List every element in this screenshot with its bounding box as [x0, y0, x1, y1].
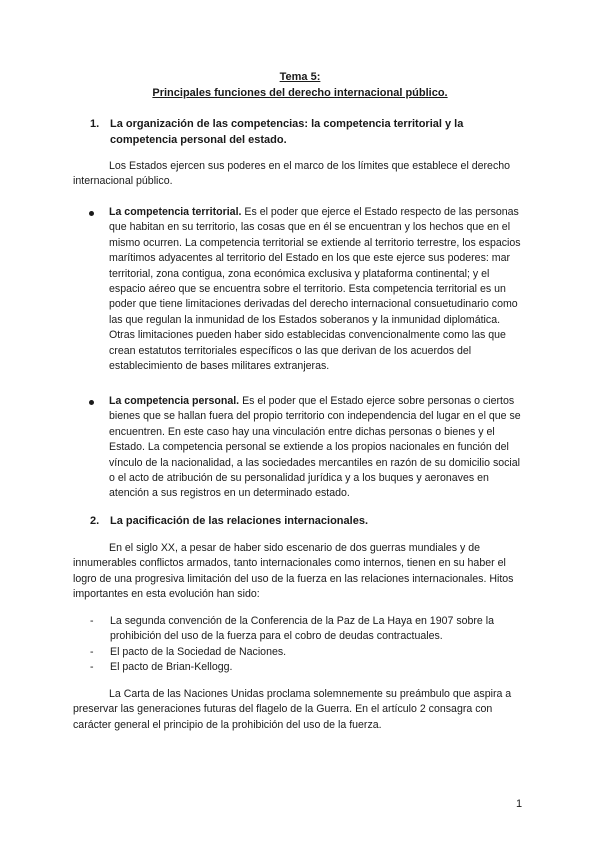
section-2-intro: En el siglo XX, a pesar de haber sido escenario de dos guerras mundiales y de innumerables conflictos armados, tanto internacionales como internos, tienen en su haber el logro de una progresiva limitación del uso de la fuerza en las relaciones internacionales. Hitos importantes en esta evolución han sido: [73, 542, 514, 601]
list-item: - El pacto de la Sociedad de Naciones. [90, 645, 522, 660]
list-item: - El pacto de Brian-Kellogg. [90, 660, 522, 675]
document-title: Tema 5: [279, 71, 321, 83]
document-subtitle: Principales funciones del derecho internacional público. [152, 87, 448, 99]
bullet-competencia-personal [109, 394, 521, 502]
milestones-list [90, 614, 522, 676]
bullet-term: La competencia territorial. [109, 206, 242, 218]
bullet-text: Es el poder que el Estado ejerce sobre personas o ciertos bienes que se hallan fuera del propio territorio con independencia del lugar en el que se encuentren. En este caso hay una vinculación entre dichas personas o bienes y el Estado. La competencia personal se extiende a los propios nacionales en función del vínculo de la nacionalidad, a las sociedades mercantiles en razón de su domicilio social o el acto de atribución de su personalidad jurídica y a los buques y aeronaves en atención a sus registros en un determinado estado. [109, 395, 521, 500]
page-number: 1 [516, 798, 523, 810]
section-1-intro: Los Estados ejercen sus poderes en el marco de los límites que establece el derecho internacional público. [73, 160, 511, 188]
section-2-heading [90, 514, 510, 530]
bullet-icon [89, 400, 94, 405]
section-1-number: 1. [90, 118, 100, 130]
bullet-term: La competencia personal. [109, 395, 240, 407]
list-item: - La segunda convención de la Conferencia de la Paz de La Haya en 1907 sobre la prohibición del uso de la fuerza para el cobro de deudas contractuales. [90, 614, 522, 645]
section-1-heading [90, 117, 510, 148]
section-1-heading-text: La organización de las competencias: la competencia territorial y la competencia personal del estado. [110, 118, 464, 146]
section-2-heading-text: La pacificación de las relaciones internacionales. [110, 515, 368, 527]
bullet-competencia-territorial [109, 205, 521, 374]
bullet-text: Es el poder que ejerce el Estado respecto de las personas que habitan en su territorio, las cosas que en él se encuentran y los hechos que en el mismo ocurren. La competencia territorial se extiende al territorio terrestre, los espacios marítimos adyacentes al territorio del Estado en los que este ejerce sus poderes: mar territorial, zona contigua, zona económica exclusiva y plataforma continental; y el espacio aéreo que se encuentra sobre el territorio. Esta competencia territorial es un poder que tiene limitaciones derivadas del derecho internacional consuetudinario como las que regulan la inmunidad de los Estados soberanos y la inmunidad diplomática. Otras limitaciones pueden haber sido establecidas convencionalmente como las que crean estatutos territoriales específicos o las que derivan de los acuerdos del establecimiento de bases militares extranjeras. [109, 206, 521, 373]
section-2-number: 2. [90, 515, 100, 527]
bullet-icon [89, 211, 94, 216]
section-2-closing: La Carta de las Naciones Unidas proclama solemnemente su preámbulo que aspira a preservar las generaciones futuras del flagelo de la Guerra. En el artículo 2 consagra con carácter general el principio de la prohibición del uso de la fuerza. [73, 688, 512, 731]
